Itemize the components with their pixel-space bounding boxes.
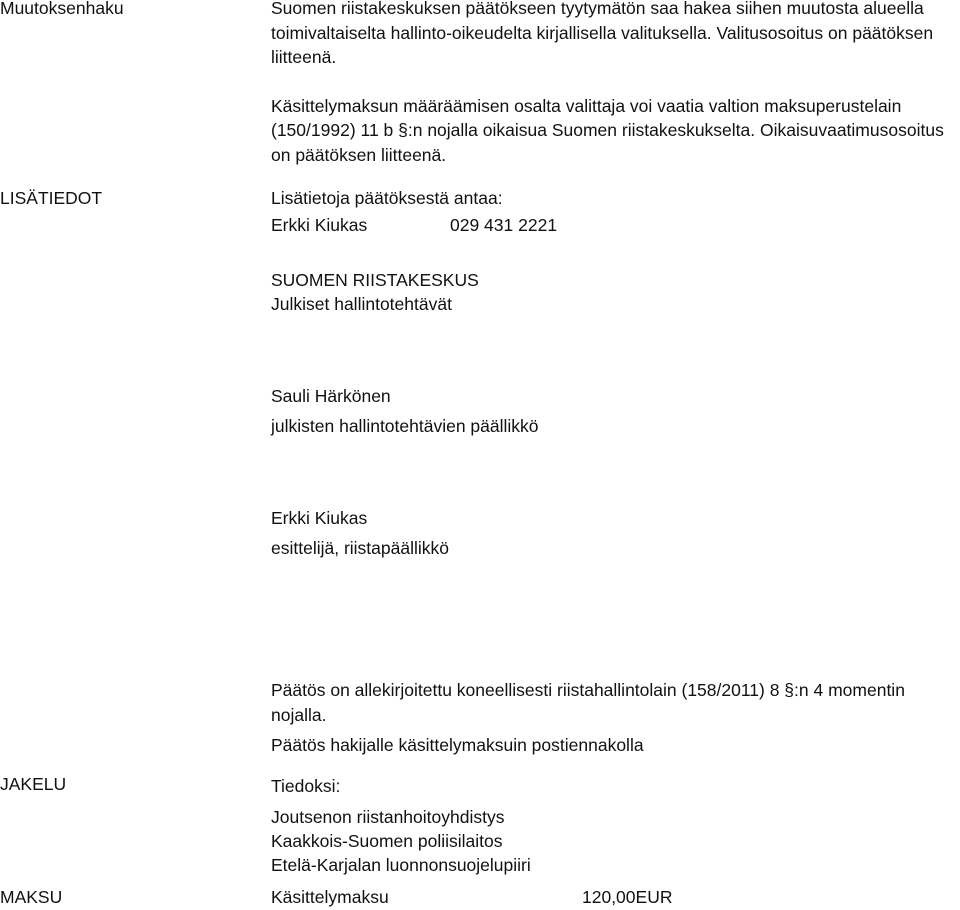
signer-2-title: esittelijä, riistapäällikkö (271, 538, 449, 558)
section-label-maksu: MAKSU (0, 887, 63, 907)
fee-correction-paragraph: Käsittelymaksun määräämisen osalta valittaja voi vaatia valtion maksuperustelain (150/1992) 11 b §:n nojalla oikaisua Suomen riistakeskukselta. Oikaisuvaatimusosoitus on päätöksen liitteenä. (271, 95, 944, 165)
organization-unit: Julkiset hallintotehtävät (271, 294, 452, 314)
appeal-paragraph: Suomen riistakeskuksen päätökseen tyytymätön saa hakea siihen muutosta alueella toimivaltaiselta hallinto-oikeudelta kirjallisella valituksella. Valitusosoitus on päätöksen liitteenä. (271, 0, 934, 67)
tiedoksi-label: Tiedoksi: (271, 776, 341, 796)
fee-item: Käsittelymaksu (271, 887, 389, 907)
contact-name: Erkki Kiukas (271, 215, 368, 235)
more-info-intro: Lisätietoja päätöksestä antaa: (271, 188, 503, 208)
signer-1-name: Sauli Härkönen (271, 386, 391, 406)
recipient-item: Joutsenon riistanhoitoyhdistys (271, 807, 505, 827)
recipient-item: Etelä-Karjalan luonnonsuojelupiiri (271, 855, 531, 875)
organization-name: SUOMEN RIISTAKESKUS (271, 270, 479, 290)
section-label-jakelu: JAKELU (0, 774, 67, 794)
recipient-item: Kaakkois-Suomen poliisilaitos (271, 831, 503, 851)
signer-1-title: julkisten hallintotehtävien päällikkö (271, 416, 539, 436)
contact-phone: 029 431 2221 (450, 215, 558, 235)
section-label-muutoksenhaku: Muutoksenhaku (0, 0, 124, 18)
appeal-text (271, 0, 957, 167)
signature-note-text: Päätös on allekirjoitettu koneellisesti riistahallintolain (158/2011) 8 §:n 4 momentin nojalla. (271, 680, 905, 725)
distribution-applicant: Päätös hakijalle käsittelymaksuin postiennakolla (271, 735, 644, 755)
signer-2-name: Erkki Kiukas (271, 508, 368, 528)
section-label-lisatiedot: LISÄTIEDOT (0, 188, 103, 208)
fee-amount: 120,00EUR (582, 887, 673, 907)
signature-note (271, 678, 957, 727)
